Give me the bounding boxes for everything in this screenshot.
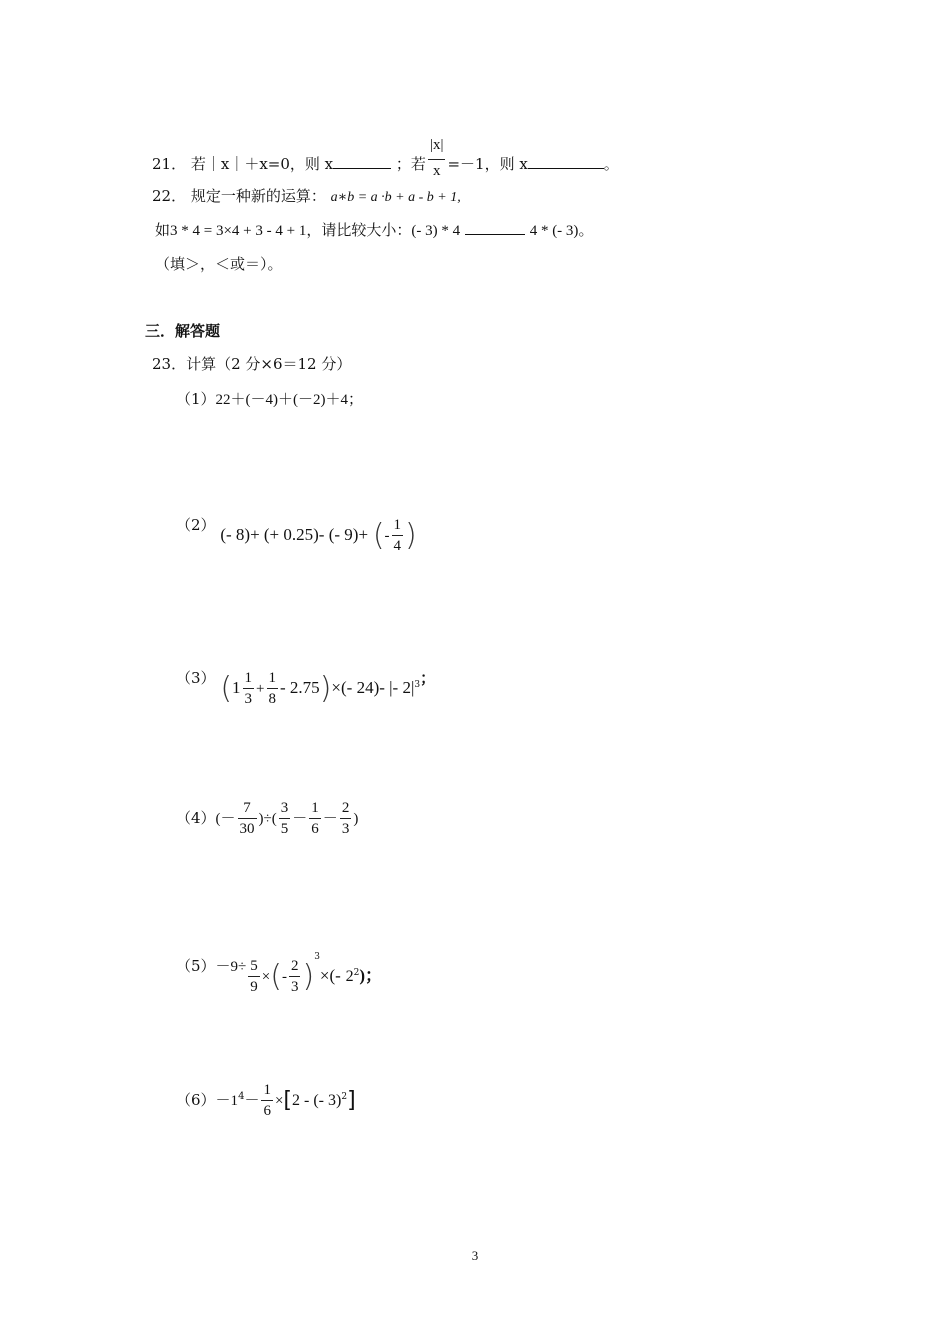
item-5-end: )； bbox=[359, 966, 383, 985]
q22-intro: 规定一种新的运算： bbox=[190, 187, 326, 205]
section-title: 三．解答题 bbox=[145, 322, 221, 340]
item-6-fraction: $\frac{1}{6}$ bbox=[263, 1082, 271, 1119]
q23-number: 23． bbox=[152, 355, 187, 373]
item-5-lead: －9÷ bbox=[215, 959, 247, 975]
q23-item-1 bbox=[176, 389, 363, 410]
q23-item-6: $(6)-1^4-$ $\frac{1}{6}$ ×[2 - (- 3)$^2$] bbox=[176, 1082, 356, 1119]
q23-item-3: （3） (1 $\frac{1}{3}$ + $\frac{1}{8}$ - 2.75)×(- 24)- |- $2|^3$； bbox=[176, 669, 436, 707]
item-5-exp-2: 2 bbox=[353, 968, 360, 978]
q21-end: 。 bbox=[603, 155, 619, 173]
q22-right-expr: 4 * (- 3) bbox=[529, 223, 579, 239]
item-6-exp-2: 2 bbox=[341, 1092, 348, 1102]
item-6-times: × bbox=[274, 1093, 284, 1109]
item-5-fraction-1: $\frac{5}{9}$ bbox=[250, 958, 258, 995]
q21-part2: =－1，则 x bbox=[447, 155, 528, 173]
item-4-div: )÷( bbox=[258, 811, 277, 827]
item-2-c: - bbox=[384, 528, 390, 544]
item-4-minus-1: － bbox=[292, 811, 308, 827]
item-5-times-1: × bbox=[261, 969, 271, 985]
item-3-times: ×(- 24)- bbox=[331, 678, 390, 697]
q22-blank[interactable] bbox=[465, 220, 525, 235]
item-1-expr: 22＋(－4)＋(－2)＋4； bbox=[215, 392, 364, 408]
item-4-close: ) bbox=[353, 811, 359, 827]
question-22-hint: （填＞，＜或＝）。 bbox=[155, 255, 283, 273]
item-5-exp: 3 bbox=[314, 952, 320, 962]
item-3-label: （3） bbox=[176, 669, 216, 687]
item-3-exp: 3 bbox=[414, 680, 421, 690]
item-5-fraction-2: $\frac{2}{3}$ bbox=[290, 958, 299, 995]
item-5-neg: - bbox=[281, 969, 287, 985]
q22-left-expr: (- 3) * 4 bbox=[411, 223, 461, 239]
q21-blank-1[interactable] bbox=[333, 154, 391, 169]
item-3-whole: 1 bbox=[232, 678, 241, 697]
item-6-label: （6） bbox=[176, 1091, 216, 1109]
q23-item-5: （5）－9÷ $\frac{5}{9}$ ×(- $\frac{2}{3}$ )$^3$×(- $2^2$)； bbox=[176, 952, 383, 995]
item-2-a: (- 8) bbox=[220, 525, 251, 544]
item-6-lead: －1 bbox=[215, 1093, 239, 1109]
item-3-abs: - 2 bbox=[392, 678, 411, 697]
item-4-open: (－ bbox=[215, 811, 236, 827]
question-22-line-2 bbox=[155, 220, 593, 241]
q22-number: 22． bbox=[152, 187, 187, 205]
item-5-base: 2 bbox=[345, 968, 354, 985]
q23-title: 计算（2 分×6＝12 分） bbox=[186, 355, 352, 373]
item-2-label: （2） bbox=[176, 516, 216, 534]
item-4-fraction-2: $\frac{3}{5}$ bbox=[280, 800, 289, 837]
item-4-minus-2: － bbox=[322, 811, 338, 827]
item-3-fraction-2: $\frac{1}{8}$ bbox=[268, 670, 277, 707]
q23-item-2: （2） (- 8)+ (+ 0.25)- (- 9)+ (- $\frac{1}{4}$ ) bbox=[176, 516, 417, 554]
page-number: 3 bbox=[471, 1248, 479, 1263]
q22-example-prefix: 如 bbox=[155, 221, 171, 239]
item-3-plus: + bbox=[256, 681, 265, 697]
item-6-minus: － bbox=[244, 1093, 260, 1109]
question-22-line-1 bbox=[152, 186, 461, 208]
q23-item-4 bbox=[176, 796, 358, 841]
q21-blank-2[interactable] bbox=[528, 154, 604, 169]
item-3-fraction-1: $\frac{1}{3}$ bbox=[244, 670, 253, 707]
q22-compare-text: ，请比较大小： bbox=[306, 221, 412, 239]
item-2-b: + (+ 0.25)- (- 9)+ bbox=[250, 525, 369, 544]
q21-fraction: $\frac{|x|}{x}$ bbox=[429, 137, 444, 179]
item-4-label: （4） bbox=[176, 809, 216, 827]
item-2-fraction: $\frac{1}{4}$ bbox=[393, 517, 402, 554]
item-6-exp: 4 bbox=[238, 1091, 245, 1102]
item-3-end: ； bbox=[420, 669, 436, 687]
item-4-fraction-4: $\frac{2}{3}$ bbox=[341, 800, 350, 837]
q22-example: 3 * 4 = 3×4 + 3 - 4 + 1 bbox=[170, 223, 307, 239]
item-6-inner: 2 - (- 3) bbox=[292, 1092, 342, 1109]
item-5-label: （5） bbox=[176, 957, 216, 975]
item-3-rest: - 2.75 bbox=[280, 678, 320, 697]
item-4-fraction-1: $\frac{7}{30}$ bbox=[239, 800, 255, 837]
question-21 bbox=[152, 138, 619, 179]
q22-formula: a∗b = a ·b + a - b + 1, bbox=[330, 190, 461, 205]
q21-sep: ；若 bbox=[395, 155, 426, 173]
item-5-times-2: ×(- bbox=[319, 966, 341, 985]
q21-part1: 若｜x｜＋x=0，则 x bbox=[190, 155, 334, 173]
q21-number: 21． bbox=[152, 155, 187, 173]
item-1-label: （1） bbox=[176, 390, 216, 408]
item-4-fraction-3: $\frac{1}{6}$ bbox=[311, 800, 319, 837]
question-23-title bbox=[152, 354, 351, 374]
q22-end: 。 bbox=[578, 221, 594, 239]
